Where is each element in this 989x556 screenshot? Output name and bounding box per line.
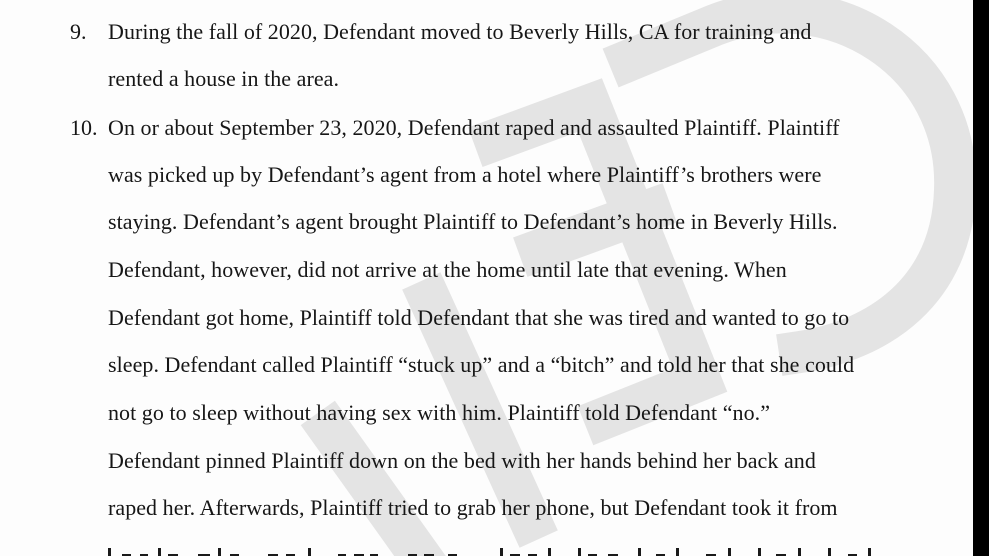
right-edge-border: [973, 0, 989, 556]
paragraph-line: raped her. Afterwards, Plaintiff tried to grab her phone, but Defendant took it from: [108, 495, 838, 520]
paragraph-line: not go to sleep without having sex with him. Plaintiff told Defendant “no.”: [108, 400, 771, 425]
paragraph-line: Defendant pinned Plaintiff down on the bed with her hands behind her back and: [108, 448, 816, 473]
paragraph-line: rented a house in the area.: [108, 66, 340, 91]
paragraph-line: staying. Defendant’s agent brought Plaintiff to Defendant’s home in Beverly Hills.: [108, 209, 838, 234]
paragraph-line: During the fall of 2020, Defendant moved to Beverly Hills, CA for training and: [108, 19, 812, 44]
paragraph-line: On or about September 23, 2020, Defendant raped and assaulted Plaintiff. Plaintiff: [108, 115, 840, 140]
paragraph-number: 10.: [70, 115, 98, 140]
paragraph-line: sleep. Defendant called Plaintiff “stuck up” and a “bitch” and told her that she could: [108, 352, 855, 377]
cut-off-text-line: [108, 546, 888, 556]
paragraph-line: Defendant got home, Plaintiff told Defendant that she was tired and wanted to go to: [108, 305, 850, 330]
paragraph-number: 9.: [70, 19, 87, 44]
paragraph-line: was picked up by Defendant’s agent from a hotel where Plaintiff’s brothers were: [108, 162, 822, 187]
cut-off-glyph-tops: [108, 546, 888, 556]
paragraph-line: Defendant, however, did not arrive at the home until late that evening. When: [108, 257, 787, 282]
